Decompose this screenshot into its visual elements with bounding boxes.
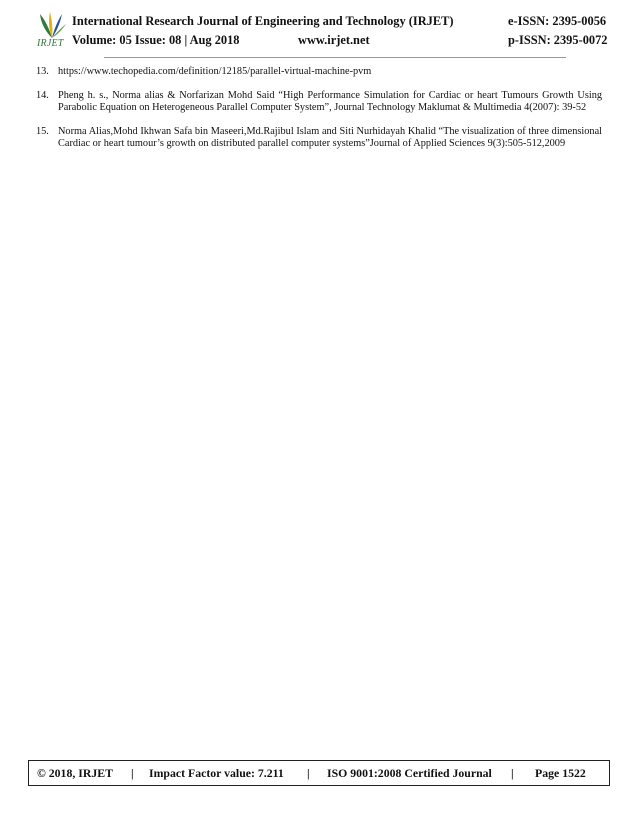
footer-separator: |: [307, 766, 310, 780]
reference-number: 14.: [36, 89, 49, 101]
volume-issue: Volume: 05 Issue: 08 | Aug 2018: [72, 33, 240, 47]
page-header: [36, 8, 608, 52]
irjet-logo-icon: [36, 8, 68, 52]
page-footer: [28, 760, 610, 786]
p-issn: p-ISSN: 2395-0072: [508, 33, 608, 47]
header-line-2: [72, 33, 608, 48]
logo-wordmark: IRJET: [37, 38, 64, 49]
reference-text: https://www.techopedia.com/definition/12185/parallel-virtual-machine-pvm: [58, 66, 372, 77]
footer-iso: ISO 9001:2008 Certified Journal: [327, 766, 492, 780]
footer-separator: |: [131, 766, 134, 780]
reference-item: [36, 90, 602, 115]
header-line-1: [72, 14, 607, 29]
reference-item: [36, 126, 602, 151]
reference-text: Norma Alias,Mohd Ikhwan Safa bin Maseeri,Md.Rajibul Islam and Siti Nurhidayah Khalid “The visualization of three dimensional Cardiac or heart tumour’s growth on distributed parallel computer systems”Journal of Applied Sciences 9(3):505-512,2009: [58, 125, 602, 150]
footer-page-number: Page 1522: [535, 766, 586, 780]
header-rule: [104, 57, 566, 58]
footer-impact-factor: Impact Factor value: 7.211: [149, 766, 284, 780]
reference-item: [36, 66, 602, 79]
reference-text: Pheng h. s., Norma alias & Norfarizan Mohd Said “High Performance Simulation for Cardiac or heart Tumours Growth Using Parabolic Equation on Heterogeneous Parallel Computer System”, Journal Technology Maklumat & Multimedia 4(2007): 39-52: [58, 89, 602, 114]
journal-website: www.irjet.net: [298, 33, 370, 47]
journal-title: International Research Journal of Engineering and Technology (IRJET): [72, 14, 454, 28]
reference-number: 15.: [36, 125, 49, 137]
footer-copyright: © 2018, IRJET: [37, 766, 113, 780]
e-issn: e-ISSN: 2395-0056: [508, 14, 607, 28]
footer-separator: |: [511, 766, 514, 780]
reference-number: 13.: [36, 66, 49, 77]
references-list: [36, 66, 602, 162]
